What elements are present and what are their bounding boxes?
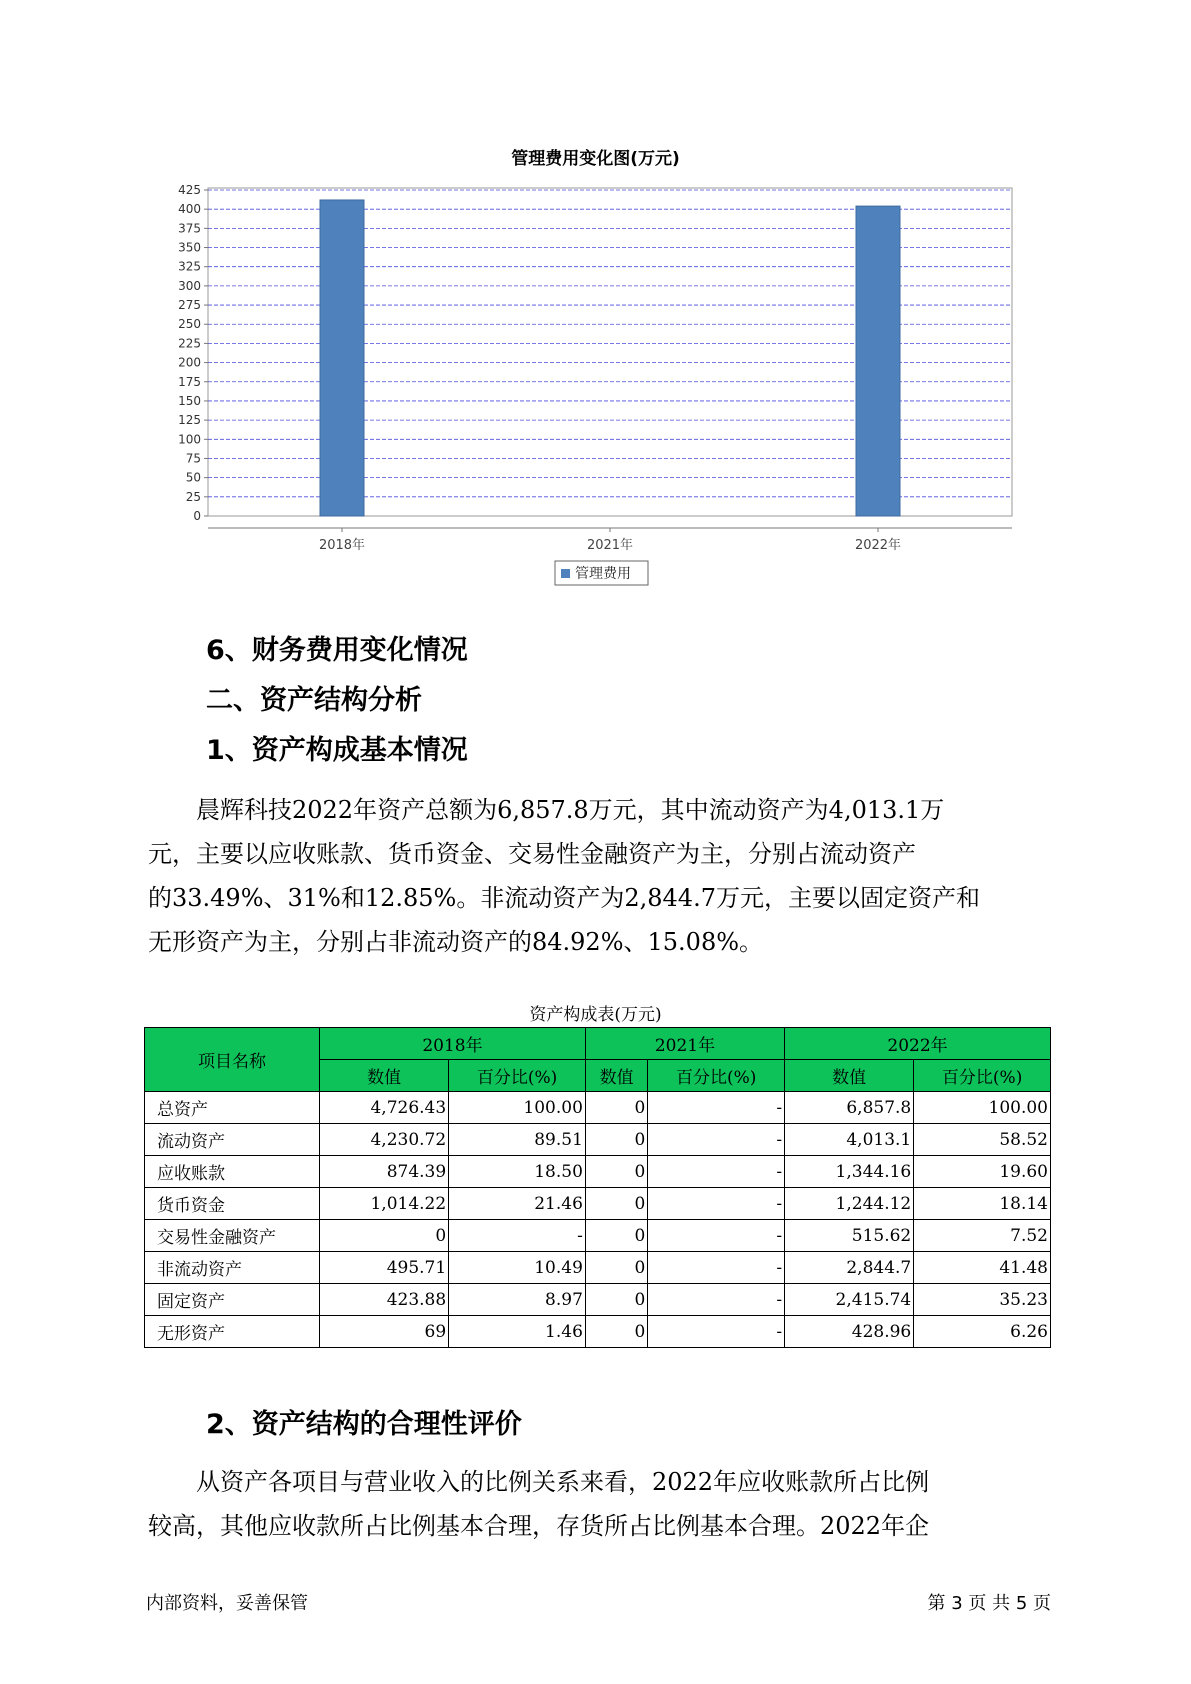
- table-cell: 0: [585, 1156, 647, 1188]
- table-row: [145, 1316, 1051, 1348]
- col-header-value: 数值: [585, 1060, 647, 1092]
- table-cell: 19.60: [914, 1156, 1051, 1188]
- table-cell: 0: [585, 1124, 647, 1156]
- table-cell: -: [648, 1316, 785, 1348]
- management-expense-chart: [0, 0, 1191, 600]
- paragraph-asset-rationality: [148, 1460, 1048, 1548]
- table-cell: 0: [585, 1092, 647, 1124]
- table-cell: -: [648, 1156, 785, 1188]
- table-cell: 7.52: [914, 1220, 1051, 1252]
- heading-financial-expense: 6、财务费用变化情况: [206, 635, 468, 666]
- col-header-percent: 百分比(%): [449, 1060, 586, 1092]
- table-cell: 0: [585, 1252, 647, 1284]
- table-cell: 0: [585, 1220, 647, 1252]
- table-cell: 4,230.72: [320, 1124, 449, 1156]
- table-cell: 6,857.8: [785, 1092, 914, 1124]
- y-tick-label: 400: [178, 202, 201, 217]
- y-tick-label: 50: [185, 470, 201, 485]
- table-caption: 资产构成表(万元): [529, 1005, 662, 1025]
- table-cell: 874.39: [320, 1156, 449, 1188]
- table-cell: 35.23: [914, 1284, 1051, 1316]
- bar: [320, 200, 364, 516]
- table-cell: 1,014.22: [320, 1188, 449, 1220]
- y-tick-label: 0: [193, 509, 201, 523]
- row-label: 非流动资产: [145, 1252, 320, 1284]
- col-header-name: 项目名称: [145, 1028, 320, 1092]
- table-cell: 2,844.7: [785, 1252, 914, 1284]
- row-label: 货币资金: [145, 1188, 320, 1220]
- y-tick-label: 250: [178, 317, 201, 332]
- table-cell: -: [648, 1092, 785, 1124]
- col-header-percent: 百分比(%): [914, 1060, 1051, 1092]
- y-tick-label: 150: [178, 393, 201, 408]
- table-row: [145, 1092, 1051, 1124]
- table-cell: 100.00: [449, 1092, 586, 1124]
- row-label: 无形资产: [145, 1316, 320, 1348]
- col-header-year: 2018年: [320, 1028, 586, 1060]
- table-cell: 1.46: [449, 1316, 586, 1348]
- table-row: [145, 1188, 1051, 1220]
- table-cell: 6.26: [914, 1316, 1051, 1348]
- y-tick-label: 75: [185, 451, 201, 466]
- table-cell: 18.14: [914, 1188, 1051, 1220]
- paragraph-line: 元，主要以应收账款、货币资金、交易性金融资产为主，分别占流动资产: [148, 840, 916, 868]
- y-tick-label: 275: [178, 298, 201, 313]
- footer-confidential: 内部资料，妥善保管: [146, 1593, 308, 1614]
- table-cell: 41.48: [914, 1252, 1051, 1284]
- table-cell: 495.71: [320, 1252, 449, 1284]
- legend-label: 管理费用: [575, 566, 631, 582]
- row-label: 交易性金融资产: [145, 1220, 320, 1252]
- table-cell: 100.00: [914, 1092, 1051, 1124]
- row-label: 总资产: [145, 1092, 320, 1124]
- table-cell: -: [648, 1188, 785, 1220]
- table-cell: 0: [320, 1220, 449, 1252]
- table-cell: 8.97: [449, 1284, 586, 1316]
- col-header-percent: 百分比(%): [648, 1060, 785, 1092]
- y-tick-label: 325: [178, 259, 201, 274]
- y-tick-label: 350: [178, 240, 201, 255]
- table-cell: 10.49: [449, 1252, 586, 1284]
- y-tick-label: 25: [185, 489, 201, 504]
- table-cell: -: [648, 1124, 785, 1156]
- table-cell: 423.88: [320, 1284, 449, 1316]
- table-cell: 21.46: [449, 1188, 586, 1220]
- table-cell: 2,415.74: [785, 1284, 914, 1316]
- y-tick-label: 375: [178, 221, 201, 236]
- table-cell: 0: [585, 1284, 647, 1316]
- paragraph-line: 的33.49%、31%和12.85%。非流动资产为2,844.7万元，主要以固定资产和: [148, 884, 980, 912]
- table-row: [145, 1252, 1051, 1284]
- table-body: [145, 1092, 1051, 1348]
- table-cell: -: [648, 1252, 785, 1284]
- paragraph-line: 较高，其他应收款所占比例基本合理，存货所占比例基本合理。2022年企: [148, 1512, 930, 1540]
- table-cell: -: [449, 1220, 586, 1252]
- table-cell: 18.50: [449, 1156, 586, 1188]
- y-tick-label: 200: [178, 355, 201, 370]
- col-header-value: 数值: [320, 1060, 449, 1092]
- y-tick-label: 225: [178, 336, 201, 351]
- x-tick-label: 2018年: [318, 538, 366, 553]
- table-cell: -: [648, 1284, 785, 1316]
- heading-asset-composition: 1、资产构成基本情况: [206, 735, 468, 766]
- row-label: 固定资产: [145, 1284, 320, 1316]
- heading-asset-structure: 二、资产结构分析: [206, 685, 422, 716]
- chart-title: 管理费用变化图(万元): [511, 149, 680, 169]
- paragraph-line: 晨辉科技2022年资产总额为6,857.8万元，其中流动资产为4,013.1万: [196, 796, 945, 824]
- table-cell: 1,244.12: [785, 1188, 914, 1220]
- footer-page-number: 第 3 页 共 5 页: [927, 1593, 1051, 1614]
- table-row: [145, 1284, 1051, 1316]
- paragraph-line: 无形资产为主，分别占非流动资产的84.92%、15.08%。: [148, 928, 764, 956]
- table-cell: 4,726.43: [320, 1092, 449, 1124]
- table-cell: 0: [585, 1316, 647, 1348]
- row-label: 流动资产: [145, 1124, 320, 1156]
- table-row: [145, 1124, 1051, 1156]
- col-header-value: 数值: [785, 1060, 914, 1092]
- asset-table: [144, 1027, 1051, 1348]
- col-header-year: 2022年: [785, 1028, 1051, 1060]
- table-row: [145, 1156, 1051, 1188]
- table-cell: 1,344.16: [785, 1156, 914, 1188]
- x-tick-label: 2022年: [854, 538, 902, 553]
- y-tick-label: 125: [178, 413, 201, 428]
- y-tick-label: 300: [178, 278, 201, 293]
- col-header-year: 2021年: [585, 1028, 784, 1060]
- row-label: 应收账款: [145, 1156, 320, 1188]
- y-tick-label: 175: [178, 374, 201, 389]
- paragraph-line: 从资产各项目与营业收入的比例关系来看，2022年应收账款所占比例: [196, 1468, 930, 1496]
- legend-swatch: [561, 569, 570, 578]
- bar: [856, 206, 900, 516]
- table-cell: -: [648, 1220, 785, 1252]
- heading-asset-rationality: 2、资产结构的合理性评价: [206, 1409, 522, 1440]
- x-tick-label: 2021年: [586, 538, 634, 553]
- paragraph-asset-composition: [148, 788, 1048, 964]
- y-tick-label: 100: [178, 432, 201, 447]
- table-cell: 0: [585, 1188, 647, 1220]
- table-cell: 69: [320, 1316, 449, 1348]
- table-cell: 428.96: [785, 1316, 914, 1348]
- table-row: [145, 1220, 1051, 1252]
- y-tick-label: 425: [178, 183, 201, 197]
- table-cell: 515.62: [785, 1220, 914, 1252]
- table-cell: 58.52: [914, 1124, 1051, 1156]
- table-cell: 4,013.1: [785, 1124, 914, 1156]
- table-cell: 89.51: [449, 1124, 586, 1156]
